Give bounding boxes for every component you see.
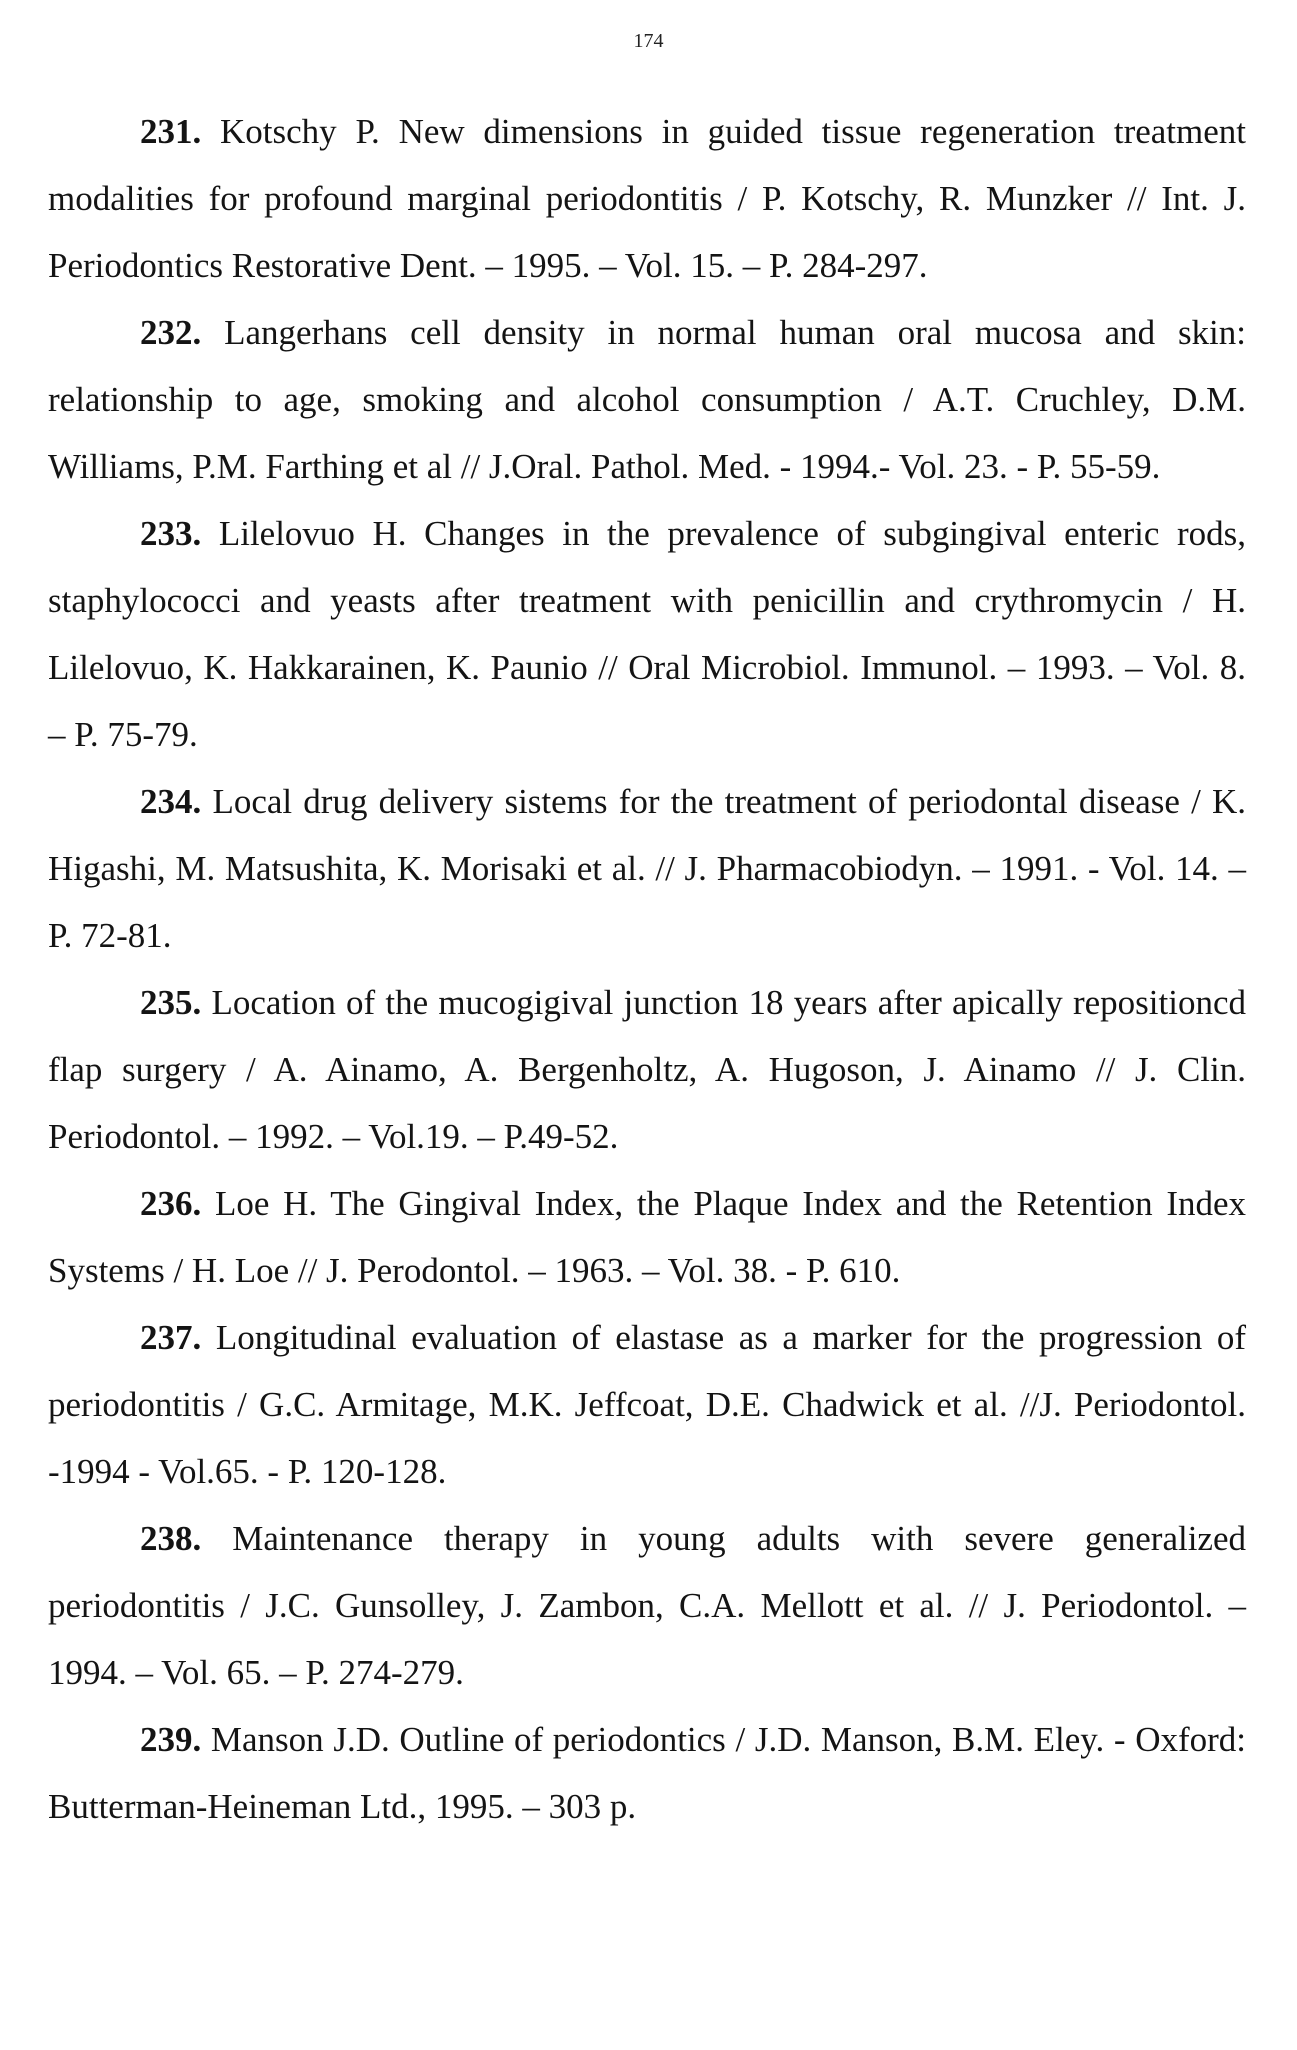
reference-number: 233. [140,514,202,553]
reference-number: 236. [140,1184,202,1223]
reference-number: 234. [140,782,202,821]
reference-number: 237. [140,1318,202,1357]
reference-number: 239. [140,1720,202,1759]
reference-number: 235. [140,983,202,1022]
reference-item [48,768,1246,969]
reference-number: 231. [140,112,202,151]
reference-list [48,98,1246,1840]
reference-item [48,1706,1246,1840]
page-number: 174 [633,30,664,52]
reference-item [48,98,1246,299]
reference-text: Longitudinal evaluation of elastase as a marker for the progression of periodontitis / G.C. Armitage, M.K. Jeffcoat, D.E. Chadwick et al. //J. Periodontol. -1994 - Vol.65. - P. 120-128. [48,1318,1246,1491]
reference-text: Manson J.D. Outline of periodontics / J.D. Manson, B.M. Eley. - Oxford: Butterman-Heineman Ltd., 1995. – 303 p. [48,1720,1247,1826]
reference-text: Lilelovuo H. Changes in the prevalence of subgingival enteric rods, staphylococci and yeasts after treatment with penicillin and crythromycin / H. Lilelovuo, K. Hakkarainen, K. Paunio // Oral Microbiol. Immunol. – 1993. – Vol. 8. – P. 75-79. [48,514,1247,754]
reference-number: 232. [140,313,202,352]
reference-item [48,500,1246,768]
reference-text: Local drug delivery sistems for the treatment of periodontal disease / K. Higashi, M. Matsushita, K. Morisaki et al. // J. Pharmacobiodyn. – 1991. - Vol. 14. – P. 72-81. [48,782,1247,955]
reference-number: 238. [140,1519,202,1558]
reference-item [48,1170,1246,1304]
reference-item [48,299,1246,500]
reference-item [48,1505,1246,1706]
reference-item [48,1304,1246,1505]
reference-text: Location of the mucogigival junction 18 years after apically repositioncd flap surgery / A. Ainamo, A. Bergenholtz, A. Hugoson, J. Ainamo // J. Clin. Periodontol. – 1992. – Vol.19. – P.49-52. [48,983,1246,1156]
reference-text: Kotschy P. New dimensions in guided tissue regeneration treatment modalities for profound marginal periodontitis / P. Kotschy, R. Munzker // Int. J. Periodontics Restorative Dent. – 1995. – Vol. 15. – P. 284-297. [48,112,1246,285]
reference-text: Maintenance therapy in young adults with severe generalized periodontitis / J.C. Gunsolley, J. Zambon, C.A. Mellott et al. // J. Periodontol. – 1994. – Vol. 65. – P. 274-279. [48,1519,1246,1692]
reference-text: Langerhans cell density in normal human oral mucosa and skin: relationship to age, smoking and alcohol consumption / A.T. Cruchley, D.M. Williams, P.M. Farthing et al // J.Oral. Pathol. Med. - 1994.- Vol. 23. - P. 55-59. [48,313,1247,486]
reference-item [48,969,1246,1170]
reference-text: Loe H. The Gingival Index, the Plaque Index and the Retention Index Systems / H. Loe // J. Perodontol. – 1963. – Vol. 38. - P. 610. [48,1184,1247,1290]
